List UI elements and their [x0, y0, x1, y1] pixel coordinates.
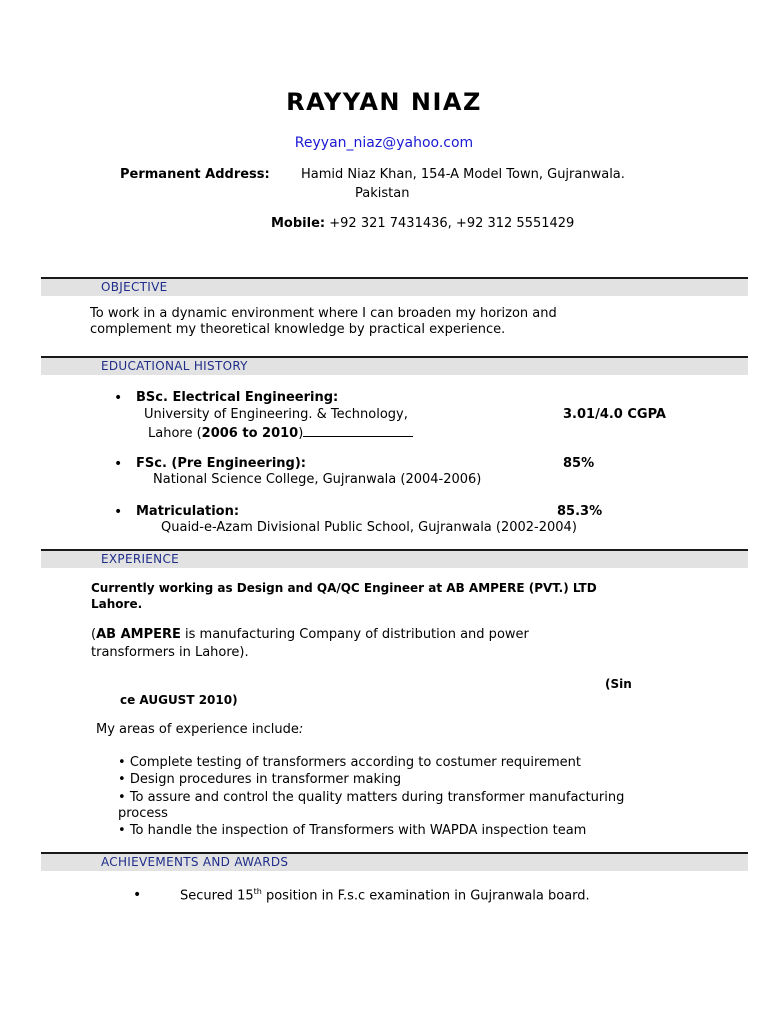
- underline-blank: [303, 424, 413, 437]
- bullet-icon: •: [118, 790, 126, 805]
- achievement-prefix: Secured 15: [180, 888, 254, 904]
- current-position-line-2: Lahore.: [91, 597, 143, 611]
- edu-location-bsc: [148, 424, 413, 441]
- since-date-part-2: ce AUGUST 2010): [120, 693, 238, 707]
- address-line-1: Hamid Niaz Khan, 154-A Model Town, Gujranwala.: [301, 167, 625, 182]
- experience-area-continuation: process: [118, 806, 168, 821]
- since-date-part-1: (Sin: [605, 677, 632, 691]
- edu-institute-matric: Quaid-e-Azam Divisional Public School, Gujranwala (2002-2004): [161, 520, 577, 535]
- areas-intro-text: My areas of experience include: [96, 722, 299, 737]
- experience-area-item: [118, 772, 401, 787]
- education-section-header: [41, 356, 748, 375]
- experience-section-header: [41, 549, 748, 568]
- experience-area-text: Complete testing of transformers according to costumer requirement: [129, 755, 582, 770]
- objective-line-2: complement my theoretical knowledge by practical experience.: [90, 322, 506, 337]
- edu-location-text: Lahore (: [148, 426, 202, 441]
- company-description-line-2: transformers in Lahore).: [91, 645, 249, 660]
- achievement-superscript: th: [253, 887, 262, 896]
- achievements-title: ACHIEVEMENTS AND AWARDS: [101, 855, 289, 869]
- current-position-line-1: Currently working as Design and QA/QC Engineer at AB AMPERE (PVT.) LTD: [91, 581, 597, 595]
- experience-area-item: [118, 790, 624, 805]
- address-label: Permanent Address:: [120, 167, 270, 182]
- company-open-paren: (: [91, 627, 97, 642]
- experience-area-text: To assure and control the quality matters during transformer manufacturing: [129, 790, 625, 805]
- experience-area-item: [118, 755, 581, 770]
- experience-area-text: To handle the inspection of Transformers with WAPDA inspection team: [129, 823, 587, 838]
- edu-degree-matric: Matriculation:: [136, 504, 240, 519]
- education-title: EDUCATIONAL HISTORY: [101, 359, 248, 373]
- objective-title: OBJECTIVE: [101, 280, 168, 294]
- bullet-icon: •: [114, 456, 123, 472]
- edu-institute-fsc: National Science College, Gujranwala (2004-2006): [153, 472, 482, 487]
- email-link[interactable]: Reyyan_niaz@yahoo.com: [294, 135, 474, 151]
- experience-title: EXPERIENCE: [101, 552, 180, 566]
- experience-area-item: [118, 823, 586, 838]
- experience-area-text: Design procedures in transformer making: [129, 772, 402, 787]
- bullet-icon: •: [114, 390, 123, 406]
- edu-score-matric: 85.3%: [557, 504, 603, 519]
- edu-score-fsc: 85%: [563, 456, 595, 471]
- company-description: [91, 627, 529, 642]
- bullet-icon: •: [118, 755, 126, 770]
- mobile-line: [271, 216, 574, 231]
- company-desc: is manufacturing Company of distribution and power: [180, 627, 529, 642]
- candidate-name: RAYYAN NIAZ: [286, 88, 482, 116]
- achievement-suffix: position in F.s.c examination in Gujranwala board.: [261, 888, 590, 904]
- edu-close-paren: ): [298, 426, 304, 441]
- achievement-item: [180, 887, 590, 903]
- edu-years-bsc: 2006 to 2010: [201, 426, 299, 441]
- bullet-icon: •: [118, 823, 126, 838]
- edu-degree-fsc: FSc. (Pre Engineering):: [136, 456, 306, 471]
- areas-intro: [96, 722, 303, 737]
- objective-section-header: [41, 277, 748, 296]
- achievements-section-header: [41, 852, 748, 871]
- edu-institute-bsc: University of Engineering. & Technology,: [144, 407, 408, 422]
- bullet-icon: •: [114, 504, 123, 520]
- bullet-icon: •: [118, 772, 126, 787]
- mobile-value: +92 321 7431436, +92 312 5551429: [329, 216, 575, 231]
- mobile-label: Mobile:: [271, 216, 326, 231]
- objective-line-1: To work in a dynamic environment where I can broaden my horizon and: [90, 306, 557, 321]
- address-line-2: Pakistan: [355, 186, 410, 201]
- edu-score-bsc: 3.01/4.0 CGPA: [563, 407, 666, 422]
- bullet-icon: •: [133, 887, 142, 903]
- areas-intro-colon: :: [298, 722, 304, 737]
- company-name: AB AMPERE: [96, 627, 181, 642]
- edu-degree-bsc: BSc. Electrical Engineering:: [136, 390, 339, 405]
